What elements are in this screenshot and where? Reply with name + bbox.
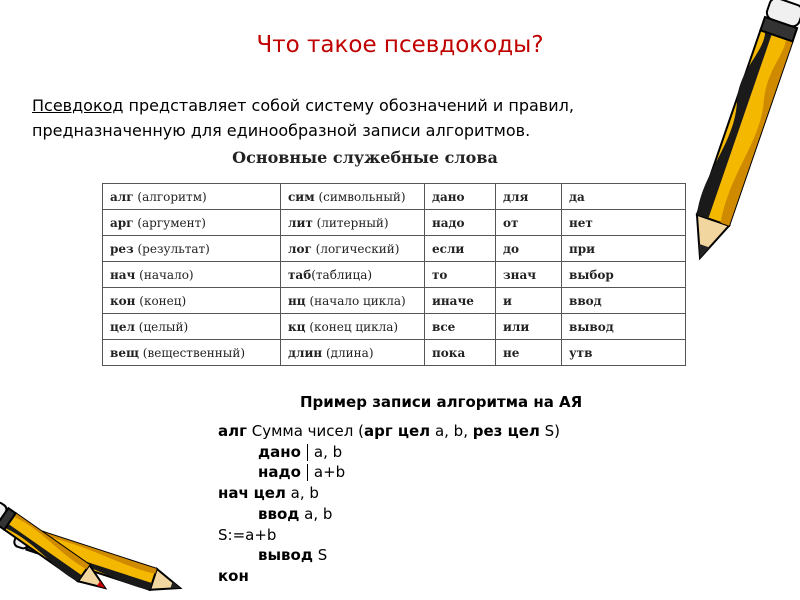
keyword: или [503, 319, 530, 334]
table-cell [562, 314, 686, 340]
keyword: дано [432, 189, 465, 204]
table-cell [425, 288, 496, 314]
table-cell [281, 262, 425, 288]
table-cell [496, 340, 562, 366]
table-cell [562, 340, 686, 366]
keyword: для [503, 189, 529, 204]
keyword: не [503, 345, 520, 360]
table-cell [496, 262, 562, 288]
code-line [218, 442, 560, 463]
code-keyword: рез цел [472, 422, 540, 440]
code-keyword: арг цел [363, 422, 431, 440]
keyword: лог [288, 241, 312, 256]
keyword: кон [110, 293, 136, 308]
keyword: сим [288, 189, 315, 204]
table-cell [496, 288, 562, 314]
table-cell [103, 262, 281, 288]
code-keyword: кон [218, 566, 249, 585]
keyword: все [432, 319, 456, 334]
keyword: вещ [110, 345, 139, 360]
code-line [218, 462, 560, 483]
keyword: надо [432, 215, 465, 230]
code-keyword: дано [258, 442, 301, 461]
keyword: вывод [569, 319, 614, 334]
table-cell [425, 340, 496, 366]
code-line [218, 504, 560, 525]
table-cell [496, 314, 562, 340]
intro-paragraph [32, 93, 672, 143]
table-cell [281, 288, 425, 314]
keyword-note: (символьный) [314, 189, 406, 204]
keyword-note: (вещественный) [138, 345, 246, 360]
keyword-note: (таблица) [311, 267, 373, 282]
keyword: знач [503, 267, 536, 282]
keywords-table [102, 183, 686, 366]
table-cell [425, 184, 496, 210]
intro-term: Псевдокод [32, 96, 124, 115]
table-row [103, 210, 686, 236]
table-cell [103, 340, 281, 366]
code-divider [307, 444, 308, 461]
table-row [103, 340, 686, 366]
intro-line-1 [32, 93, 672, 118]
table-cell [425, 236, 496, 262]
keyword: цел [110, 319, 135, 334]
table-cell [103, 210, 281, 236]
code-text: Сумма чисел ( [246, 422, 364, 440]
keyword-note: (алгоритм) [133, 189, 207, 204]
code-line: S:=a+b [218, 525, 277, 544]
table-cell [103, 184, 281, 210]
keyword: пока [432, 345, 466, 360]
table-cell [281, 314, 425, 340]
code-text: a, b [299, 504, 333, 523]
keyword-note: (литерный) [312, 215, 389, 230]
example-heading: Пример записи алгоритма на АЯ [300, 393, 583, 411]
table-row [103, 184, 686, 210]
table-cell [425, 262, 496, 288]
code-text: a+b [313, 463, 346, 482]
keyword-note: (целый) [134, 319, 189, 334]
keyword: иначе [432, 293, 474, 308]
table-cell [103, 236, 281, 262]
code-keyword: цел [253, 484, 286, 503]
keyword-note: (длина) [322, 345, 374, 360]
code-line [218, 545, 560, 566]
page-title: Что такое псевдокоды? [256, 32, 544, 58]
keyword-note: (результат) [133, 241, 210, 256]
keyword: при [569, 241, 596, 256]
keyword: арг [110, 215, 134, 230]
table-cell [281, 210, 425, 236]
table-cell [496, 236, 562, 262]
table-cell [496, 210, 562, 236]
keyword: и [503, 293, 512, 308]
keyword: нц [288, 293, 306, 308]
intro-line-1-rest: представляет собой систему обозначений и правил, [123, 96, 574, 115]
code-line [218, 483, 560, 504]
code-keyword: ввод [258, 504, 300, 523]
code-keyword: нач [218, 484, 249, 503]
code-keyword: вывод [258, 546, 313, 565]
code-text: a, b [313, 442, 343, 461]
code-text: S) [539, 422, 561, 440]
table-cell [281, 340, 425, 366]
table-cell [496, 184, 562, 210]
code-text: a, b, [430, 422, 473, 440]
keyword: да [569, 189, 585, 204]
table-cell [281, 236, 425, 262]
table-cell [103, 314, 281, 340]
table-row [103, 236, 686, 262]
keyword-note: (конец) [135, 293, 187, 308]
keyword: алг [110, 189, 134, 204]
table-cell [425, 314, 496, 340]
table-cell [281, 184, 425, 210]
keyword: если [432, 241, 465, 256]
keyword: от [503, 215, 519, 230]
keyword: нет [569, 215, 593, 230]
keyword: выбор [569, 267, 614, 282]
table-row [103, 314, 686, 340]
table-heading: Основные служебные слова [232, 148, 498, 167]
keyword-note: (начало) [135, 267, 194, 282]
code-divider [307, 464, 308, 481]
keyword: лит [288, 215, 313, 230]
keyword: длин [288, 345, 323, 360]
keyword: нач [110, 267, 136, 282]
keyword-note: (конец цикла) [305, 319, 399, 334]
keyword-note: (логический) [311, 241, 400, 256]
table-row [103, 288, 686, 314]
intro-line-2: предназначенную для единообразной записи алгоритмов. [32, 121, 531, 140]
code-example [218, 421, 560, 587]
code-keyword: алг [218, 422, 247, 440]
code-text: a, b [285, 484, 319, 503]
code-text: S [312, 546, 328, 565]
keyword: кц [288, 319, 306, 334]
pencil-icon [640, 0, 800, 280]
keyword: утв [569, 345, 593, 360]
code-line [218, 566, 560, 587]
keyword: рез [110, 241, 134, 256]
keyword: таб [288, 267, 312, 282]
code-keyword: надо [258, 463, 301, 482]
table-row [103, 262, 686, 288]
keyword-note: (начало цикла) [305, 293, 406, 308]
keyword: то [432, 267, 448, 282]
table-cell [425, 210, 496, 236]
table-cell [103, 288, 281, 314]
table-cell [562, 288, 686, 314]
keyword: до [503, 241, 520, 256]
keyword-note: (аргумент) [133, 215, 206, 230]
pencil-icon [0, 470, 210, 600]
keyword: ввод [569, 293, 602, 308]
code-line [218, 421, 560, 442]
